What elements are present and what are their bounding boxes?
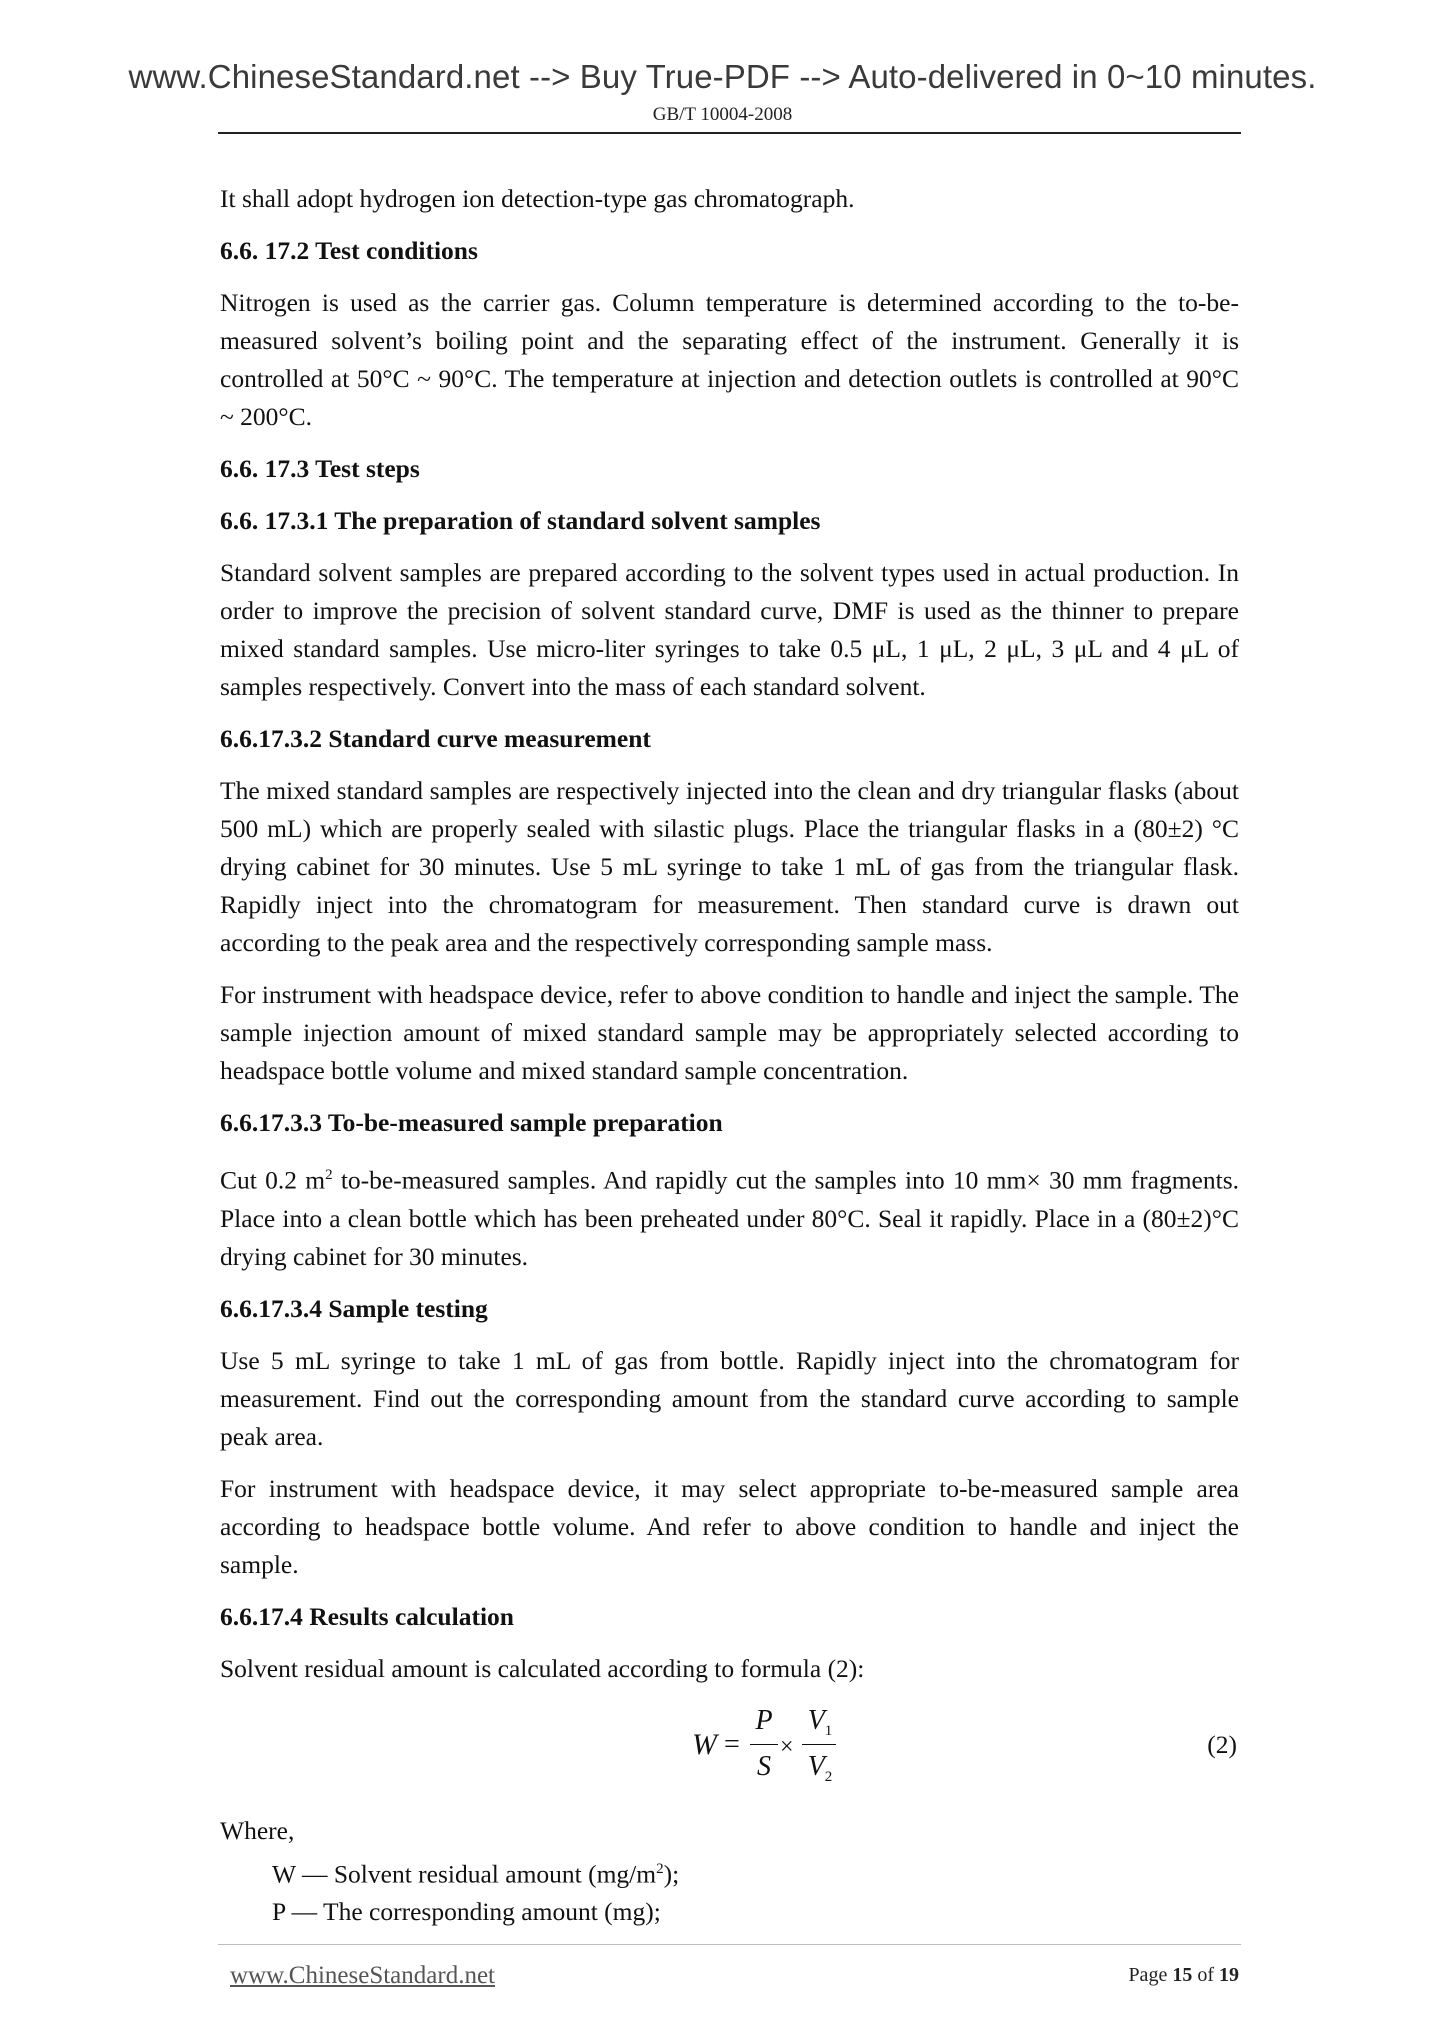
- heading-standard-curve: 6.6.17.3.2 Standard curve measurement: [220, 724, 651, 753]
- footer-website-link[interactable]: www.ChineseStandard.net: [230, 1962, 495, 1989]
- document-id: GB/T 10004-2008: [652, 104, 793, 125]
- promo-banner: www.ChineseStandard.net --> Buy True-PDF --> Auto-delivered in 0~10 minutes.: [128, 58, 1317, 95]
- paragraph-preparation-standard: Standard solvent samples are prepared according to the solvent types used in actual production. In order to improve the precision of solvent standard curve, DMF is used as the thinner to prepare mixed standard samples. Use micro-liter syringes to take 0.5 μL, 1 μL, 2 μL, 3 μL and 4 μL of samples respectively. Convert into the mass of each standard solvent.: [220, 558, 1239, 701]
- where-item-w: W — Solvent residual amount $(mg/m^2)$;: [272, 1859, 680, 1888]
- formula-2: [692, 1702, 842, 1788]
- paragraph-sample-preparation: [220, 1156, 1239, 1276]
- header-rule: [218, 132, 1241, 134]
- paragraph-test-conditions: Nitrogen is used as the carrier gas. Column temperature is determined according to the to-be-measured solvent’s boiling point and the separating effect of the instrument. Generally it is controlled at 50°C ~ 90°C. The temperature at injection and detection outlets is controlled at 90°C ~ 200°C.: [220, 288, 1239, 431]
- footer-rule: [218, 1944, 1241, 1945]
- heading-test-steps: 6.6. 17.3 Test steps: [220, 454, 420, 483]
- sample-prep-text-b: to-be-measured samples. And rapidly cut the samples into 10 mm× 30 mm fragments. Place into a clean bottle which has been preheated under 80°C. Seal it rapidly. Place in a (80±2)°C drying cabinet for 30 minutes.: [220, 1165, 1239, 1271]
- fraction-denominator-s: S: [757, 1750, 771, 1782]
- paragraph-standard-curve-2: For instrument with headspace device, refer to above condition to handle and inject the sample. The sample injection amount of mixed standard sample may be appropriately selected according to headspace bottle volume and mixed standard sample concentration.: [220, 980, 1239, 1085]
- fraction-numerator-v1: $V_1$: [807, 1704, 833, 1739]
- paragraph-standard-curve-1: The mixed standard samples are respectively injected into the clean and dry triangular flasks (about 500 mL) which are properly sealed with silastic plugs. Place the triangular flasks in a (80±2) °C drying cabinet for 30 minutes. Use 5 mL syringe to take 1 mL of gas from the triangular flask. Rapidly inject into the chromatogram for measurement. Then standard curve is drawn out according to the peak area and the respectively corresponding sample mass.: [220, 776, 1239, 957]
- heading-sample-testing: 6.6.17.3.4 Sample testing: [220, 1293, 488, 1323]
- fraction-bar: [802, 1744, 836, 1745]
- formula-lhs: W: [692, 1727, 717, 1761]
- heading-sample-preparation: 6.6.17.3.3 To-be-measured sample preparation: [220, 1108, 723, 1137]
- paragraph-results-calculation: Solvent residual amount is calculated according to formula (2):: [220, 1653, 865, 1683]
- sample-prep-text-a: Cut 0.2 m: [220, 1165, 326, 1195]
- fraction-p-over-s: [750, 1702, 778, 1788]
- paragraph-sample-testing-2: For instrument with headspace device, it may select appropriate to-be-measured sample area according to headspace bottle volume. And refer to above condition to handle and inject the sample.: [220, 1473, 1239, 1579]
- heading-preparation-standard: 6.6. 17.3.1 The preparation of standard solvent samples: [220, 506, 821, 535]
- formula-equals: =: [724, 1728, 740, 1760]
- intro-paragraph: It shall adopt hydrogen ion detection-type gas chromatograph.: [220, 184, 855, 213]
- heading-test-conditions: 6.6. 17.2 Test conditions: [220, 236, 478, 265]
- paragraph-sample-testing-1: Use 5 mL syringe to take 1 mL of gas from bottle. Rapidly inject into the chromatogram for measurement. Find out the corresponding amount from the standard curve according to sample peak area.: [220, 1345, 1239, 1451]
- where-label: Where,: [220, 1815, 295, 1845]
- formula-row: [220, 1702, 1239, 1788]
- equation-number: (2): [1207, 1729, 1237, 1759]
- fraction-bar: [750, 1744, 778, 1745]
- fraction-denominator-v2: $V_2$: [807, 1750, 833, 1785]
- sample-prep-superscript: 2: [325, 1167, 333, 1183]
- fraction-v1-over-v2: [802, 1702, 838, 1788]
- fraction-numerator-p: P: [755, 1704, 773, 1736]
- heading-results-calculation: 6.6.17.4 Results calculation: [220, 1601, 514, 1631]
- page-number: Page 15 of 19: [1128, 1964, 1239, 1986]
- page-content: [220, 180, 1239, 1931]
- formula-times: ×: [780, 1733, 794, 1760]
- where-item-p: P — The corresponding amount (mg);: [272, 1897, 661, 1926]
